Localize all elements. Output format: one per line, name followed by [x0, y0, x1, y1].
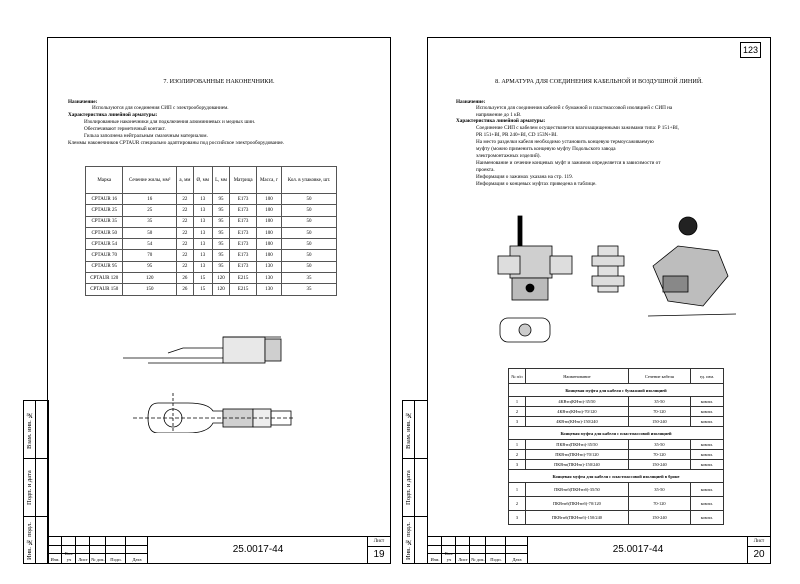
table-row — [509, 417, 724, 427]
table-cell: ПКВтпб(ПКНтпб)-35/50 — [526, 483, 629, 497]
table-cell: 150 — [123, 284, 176, 295]
char-line: Изолированные наконечники для подключения алюминиевых и медных шин. — [84, 119, 256, 125]
table-cell: E173 — [230, 261, 256, 272]
table-cell: 70 — [123, 250, 176, 261]
table-cell: 35-50 — [628, 483, 690, 497]
table-row — [86, 205, 337, 216]
doc-code: 25.0017-44 — [232, 544, 284, 555]
table-cell: 13 — [193, 205, 212, 216]
table-cell: ПКВтп(ПКНтп)-150/240 — [526, 460, 629, 470]
group-title: Концевая муфта для кабеля с бумажной изоляцией — [509, 384, 724, 397]
char-line: Информация о зажимах указана на стр. 119. — [476, 174, 573, 180]
table-header: L, мм — [212, 167, 230, 194]
table-row — [86, 227, 337, 238]
table-cell: 35-50 — [628, 397, 690, 407]
char-line: проекта. — [476, 167, 495, 173]
table-cell: 15 — [193, 284, 212, 295]
table-row — [509, 450, 724, 460]
table-cell: 4КВтп(КНтп)-150/240 — [526, 417, 629, 427]
table-cell: 95 — [212, 261, 230, 272]
table-cell: ПКВтп(ПКНтп)-70/120 — [526, 450, 629, 460]
title-block — [428, 536, 770, 563]
table-cell: 150-240 — [628, 511, 690, 525]
stamp-podp: Подп. и дата — [26, 470, 33, 506]
table-cell: ПКВтпб(ПКНтпб)-70/120 — [526, 497, 629, 511]
table-cell: 16 — [123, 194, 176, 205]
table-cell: 130 — [256, 284, 281, 295]
table-cell: 13 — [193, 250, 212, 261]
table-row — [86, 216, 337, 227]
table-cell: 2 — [509, 407, 526, 417]
table-row — [509, 483, 724, 497]
table-row — [509, 460, 724, 470]
end-sleeve-table — [508, 368, 724, 525]
table-cell: E173 — [230, 239, 256, 250]
table-cell: 95 — [212, 205, 230, 216]
table-cell: ПКВтпб(ПКНтпб)-150/240 — [526, 511, 629, 525]
table-cell: 54 — [123, 239, 176, 250]
table-cell: 13 — [193, 227, 212, 238]
table-cell: 100 — [256, 194, 281, 205]
table-cell: CPTAUR 70 — [86, 250, 123, 261]
table-cell: 95 — [212, 216, 230, 227]
table-cell: 25 — [123, 205, 176, 216]
table-header: Сечение жилы, мм² — [123, 167, 176, 194]
group-title: Концевая муфта для кабеля с пластмассовой изоляцией в броне — [509, 470, 724, 483]
table-cell: CPTAUR 54 — [86, 239, 123, 250]
table-cell: 13 — [193, 194, 212, 205]
table-cell: 130 — [256, 273, 281, 284]
table-row — [509, 497, 724, 511]
purpose-text: Используются для соединения СИП с электрооборудованием. — [92, 105, 229, 111]
lug-drawing — [113, 323, 313, 433]
table-cell: 120 — [123, 273, 176, 284]
table-cell: E173 — [230, 194, 256, 205]
char-line: Гильза заполнена нейтральным смазочным материалом. — [84, 133, 208, 139]
table-cell: компл. — [691, 483, 724, 497]
table-cell: 2 — [509, 450, 526, 460]
table-cell: 50 — [282, 261, 337, 272]
stamp-col: Кол. уч — [444, 551, 454, 562]
sheet-label: Лист — [748, 537, 770, 547]
table-cell: 70-120 — [628, 497, 690, 511]
title-block — [48, 536, 390, 563]
table-cell: 1 — [509, 483, 526, 497]
table-row — [86, 239, 337, 250]
table-cell: компл. — [691, 497, 724, 511]
table-cell: E173 — [230, 216, 256, 227]
table-cell: 22 — [176, 239, 193, 250]
table-cell: 35 — [123, 216, 176, 227]
table-cell: 4КВтп(КНтп)-70/120 — [526, 407, 629, 417]
stamp-col: Лист — [458, 557, 468, 562]
corner-page-number: 123 — [740, 42, 761, 58]
purpose-heading: Назначение: — [456, 99, 486, 105]
table-header: Ø, мм — [193, 167, 212, 194]
char-line: Соединение СИП с кабелем осуществляется влагозащищенными зажимами типа: Р 151+BI, — [476, 125, 679, 131]
char-line: Обеспечивают герметичный контакт. — [84, 126, 166, 132]
stamp-col: Подп. — [490, 557, 502, 562]
stamp-podp: Подп. и дата — [405, 470, 412, 506]
table-cell: 35-50 — [628, 440, 690, 450]
char-line: муфту (можно применить концевую муфту Подольского завода — [476, 146, 616, 152]
table-cell: 100 — [256, 227, 281, 238]
table-cell: 50 — [282, 205, 337, 216]
table-cell: E215 — [230, 284, 256, 295]
table-cell: 120 — [212, 284, 230, 295]
table-cell: 95 — [212, 250, 230, 261]
table-cell: 1 — [509, 397, 526, 407]
table-cell: 22 — [176, 250, 193, 261]
table-cell: 95 — [212, 227, 230, 238]
table-cell: компл. — [691, 450, 724, 460]
sheet-label: Лист — [368, 537, 390, 547]
table-cell: 35 — [282, 273, 337, 284]
table-cell: CPTAUR 35 — [86, 216, 123, 227]
group-row — [509, 384, 724, 397]
table-cell: 13 — [193, 216, 212, 227]
table-header: Наименование — [526, 369, 629, 384]
table-cell: 95 — [212, 239, 230, 250]
table-cell: 15 — [193, 273, 212, 284]
group-row — [509, 427, 724, 440]
table-cell: 2 — [509, 497, 526, 511]
table-cell: компл. — [691, 407, 724, 417]
stamp-col: № док. — [471, 557, 485, 562]
table-cell: 22 — [176, 216, 193, 227]
stamp-col: Изм. — [430, 557, 440, 562]
table-cell: 22 — [176, 205, 193, 216]
purpose-heading: Назначение: — [68, 99, 98, 105]
table-header: Сечение кабеля — [628, 369, 690, 384]
stamp-col: № док. — [91, 557, 105, 562]
table-cell: 100 — [256, 239, 281, 250]
table-row — [86, 273, 337, 284]
table-cell: компл. — [691, 417, 724, 427]
cptaur-spec-table — [85, 166, 337, 296]
purpose-line: Используется для соединения кабелей с бумажной и пластмассовой изоляцией с СИП на — [476, 105, 673, 111]
table-cell: 3 — [509, 417, 526, 427]
table-header: Кол. в упаковке, шт. — [282, 167, 337, 194]
table-cell: 130 — [256, 261, 281, 272]
sheet-box — [747, 537, 770, 563]
table-cell: CPTAUR 120 — [86, 273, 123, 284]
page-19 — [47, 37, 391, 564]
table-cell: 3 — [509, 511, 526, 525]
char-line: Наименование и сечение концевых муфт и зажимов определяется в зависимости от — [476, 160, 661, 166]
table-cell: 13 — [193, 261, 212, 272]
table-cell: 35 — [282, 284, 337, 295]
table-cell: 150-240 — [628, 460, 690, 470]
table-cell: CPTAUR 95 — [86, 261, 123, 272]
table-cell: 50 — [282, 194, 337, 205]
table-cell: 95 — [212, 194, 230, 205]
characteristics-heading: Характеристика линейной арматуры: — [68, 112, 158, 118]
table-cell: 100 — [256, 216, 281, 227]
table-cell: CPTAUR 25 — [86, 205, 123, 216]
stamp-col: Дата — [512, 557, 522, 562]
table-row — [86, 284, 337, 295]
table-cell: 26 — [176, 284, 193, 295]
table-cell: E173 — [230, 205, 256, 216]
char-line: Информация о концевых муфтах приведена в таблице. — [476, 181, 597, 187]
table-row — [86, 194, 337, 205]
table-cell: 70-120 — [628, 407, 690, 417]
table-cell: 100 — [256, 205, 281, 216]
stamp-col: Дата — [132, 557, 142, 562]
group-title: Концевая муфта для кабеля с пластмассовой изоляцией — [509, 427, 724, 440]
table-row — [509, 407, 724, 417]
table-cell: 13 — [193, 239, 212, 250]
table-cell: компл. — [691, 460, 724, 470]
table-cell: 50 — [123, 227, 176, 238]
table-cell: 50 — [282, 227, 337, 238]
table-cell: 95 — [123, 261, 176, 272]
stamp-col: Кол. уч — [64, 551, 74, 562]
stamp-vzam: Взам. инв. № — [26, 411, 33, 449]
table-cell: 120 — [212, 273, 230, 284]
group-row — [509, 470, 724, 483]
characteristics-heading: Характеристика линейной арматуры: — [456, 118, 546, 124]
table-cell: 100 — [256, 250, 281, 261]
table-cell: 150-240 — [628, 417, 690, 427]
table-cell: CPTAUR 16 — [86, 194, 123, 205]
section-title: 7. ИЗОЛИРОВАННЫЕ НАКОНЕЧНИКИ. — [163, 78, 275, 85]
table-cell: 50 — [282, 250, 337, 261]
table-cell: компл. — [691, 511, 724, 525]
connector-drawings — [488, 206, 748, 356]
table-header: а, мм — [176, 167, 193, 194]
table-header: Масса, г — [256, 167, 281, 194]
side-stamp-left — [23, 400, 49, 564]
stamp-inv: Инв. № подл. — [405, 522, 412, 560]
table-cell: 22 — [176, 227, 193, 238]
table-row — [86, 261, 337, 272]
side-stamp-right — [402, 400, 428, 564]
table-cell: ПКВтп(ПКНтп)-35/50 — [526, 440, 629, 450]
sheet-box — [367, 537, 390, 563]
stamp-vzam: Взам. инв. № — [405, 411, 412, 449]
table-cell: 4КВтп(КНтп)-35/50 — [526, 397, 629, 407]
table-cell: 3 — [509, 460, 526, 470]
stamp-col: Лист — [78, 557, 88, 562]
table-cell: CPTAUR 150 — [86, 284, 123, 295]
char-line: На место разделки кабеля необходимо установить концевую термоусаживаемую — [476, 139, 654, 145]
table-cell: E173 — [230, 227, 256, 238]
char-line: электромонтажных изделий). — [476, 153, 541, 159]
table-cell: E173 — [230, 250, 256, 261]
table-cell: 22 — [176, 194, 193, 205]
table-row — [509, 511, 724, 525]
table-cell: E215 — [230, 273, 256, 284]
table-row — [509, 397, 724, 407]
table-cell: компл. — [691, 440, 724, 450]
table-cell: 26 — [176, 273, 193, 284]
doc-code: 25.0017-44 — [612, 544, 664, 555]
table-row — [509, 440, 724, 450]
stamp-inv: Инв. № подл. — [26, 522, 33, 560]
stamp-col: Изм. — [50, 557, 60, 562]
table-header: № п/п — [509, 369, 526, 384]
table-cell: 50 — [282, 216, 337, 227]
char-line: PR 151+BI, PR 240+BI, CD 153N+BI. — [476, 132, 558, 138]
sheet-number: 20 — [753, 549, 765, 560]
sheet-number: 19 — [373, 549, 385, 560]
table-row — [86, 250, 337, 261]
table-cell: 22 — [176, 261, 193, 272]
page-20 — [427, 37, 771, 564]
table-header: Марка — [86, 167, 123, 194]
table-cell: компл. — [691, 397, 724, 407]
table-cell: CPTAUR 50 — [86, 227, 123, 238]
table-header: ед. изм. — [691, 369, 724, 384]
stamp-col: Подп. — [110, 557, 122, 562]
table-cell: 50 — [282, 239, 337, 250]
purpose-line: напряжение до 1 кВ. — [476, 112, 522, 118]
table-header: Матрица — [230, 167, 256, 194]
table-cell: 70-120 — [628, 450, 690, 460]
section-title: 8. АРМАТУРА ДЛЯ СОЕДИНЕНИЯ КАБЕЛЬНОЙ И ВОЗДУШНОЙ ЛИНИЙ. — [495, 78, 703, 85]
table-cell: 1 — [509, 440, 526, 450]
note-text: Клеммы наконечников CPTAUR специально адаптированы под российское электрооборудование. — [68, 140, 285, 146]
